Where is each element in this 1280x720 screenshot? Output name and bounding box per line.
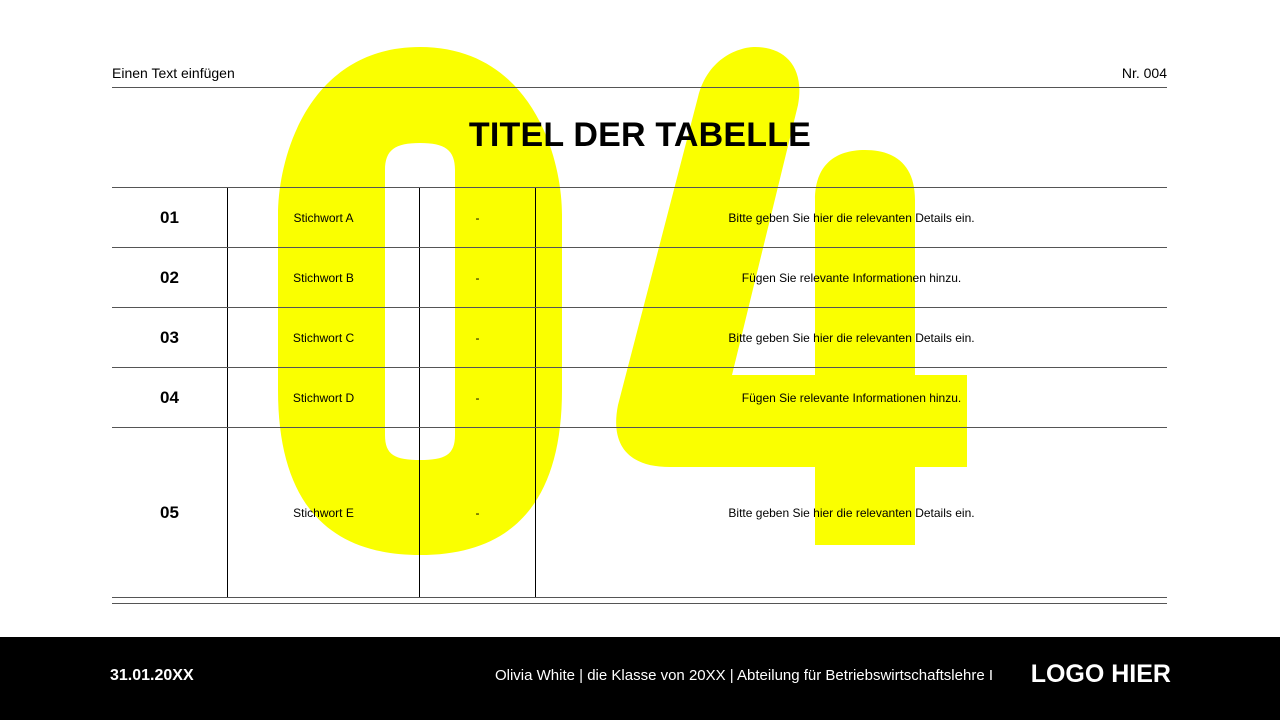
row-detail: Fügen Sie relevante Informationen hinzu. [741, 270, 962, 285]
row-detail: Fügen Sie relevante Informationen hinzu. [741, 390, 962, 405]
row-detail: Bitte geben Sie hier die relevanten Details ein. [728, 330, 975, 345]
header-left-text: Einen Text einfügen [112, 65, 235, 81]
row-dash: - [420, 428, 536, 597]
row-dash: - [420, 248, 536, 307]
row-dash: - [420, 368, 536, 427]
top-header-bar [112, 63, 1167, 88]
footer-date: 31.01.20XX [110, 667, 194, 684]
table-title: TITEL DER TABELLE [468, 116, 812, 154]
row-detail: Bitte geben Sie hier die relevanten Details ein. [728, 505, 975, 520]
table-row [112, 188, 1167, 248]
row-number: 02 [112, 248, 228, 307]
row-number: 04 [112, 368, 228, 427]
table-row [112, 368, 1167, 428]
table-bottom-divider [112, 603, 1167, 604]
header-page-number: Nr. 004 [1121, 65, 1167, 81]
table-row [112, 428, 1167, 598]
row-keyword: Stichwort E [228, 428, 420, 597]
footer-info: Olivia White | die Klasse von 20XX | Abteilung für Betriebswirtschaftslehre I [494, 667, 993, 684]
footer-logo: LOGO HIER [1030, 660, 1171, 688]
row-dash: - [420, 188, 536, 247]
row-keyword: Stichwort D [228, 368, 420, 427]
row-number: 03 [112, 308, 228, 367]
row-detail: Bitte geben Sie hier die relevanten Details ein. [728, 210, 975, 225]
data-table [112, 187, 1167, 598]
row-keyword: Stichwort B [228, 248, 420, 307]
row-number: 05 [112, 428, 228, 597]
row-keyword: Stichwort A [228, 188, 420, 247]
table-row [112, 248, 1167, 308]
footer-bar [0, 637, 1280, 720]
table-row [112, 308, 1167, 368]
row-number: 01 [112, 188, 228, 247]
row-keyword: Stichwort C [228, 308, 420, 367]
row-dash: - [420, 308, 536, 367]
